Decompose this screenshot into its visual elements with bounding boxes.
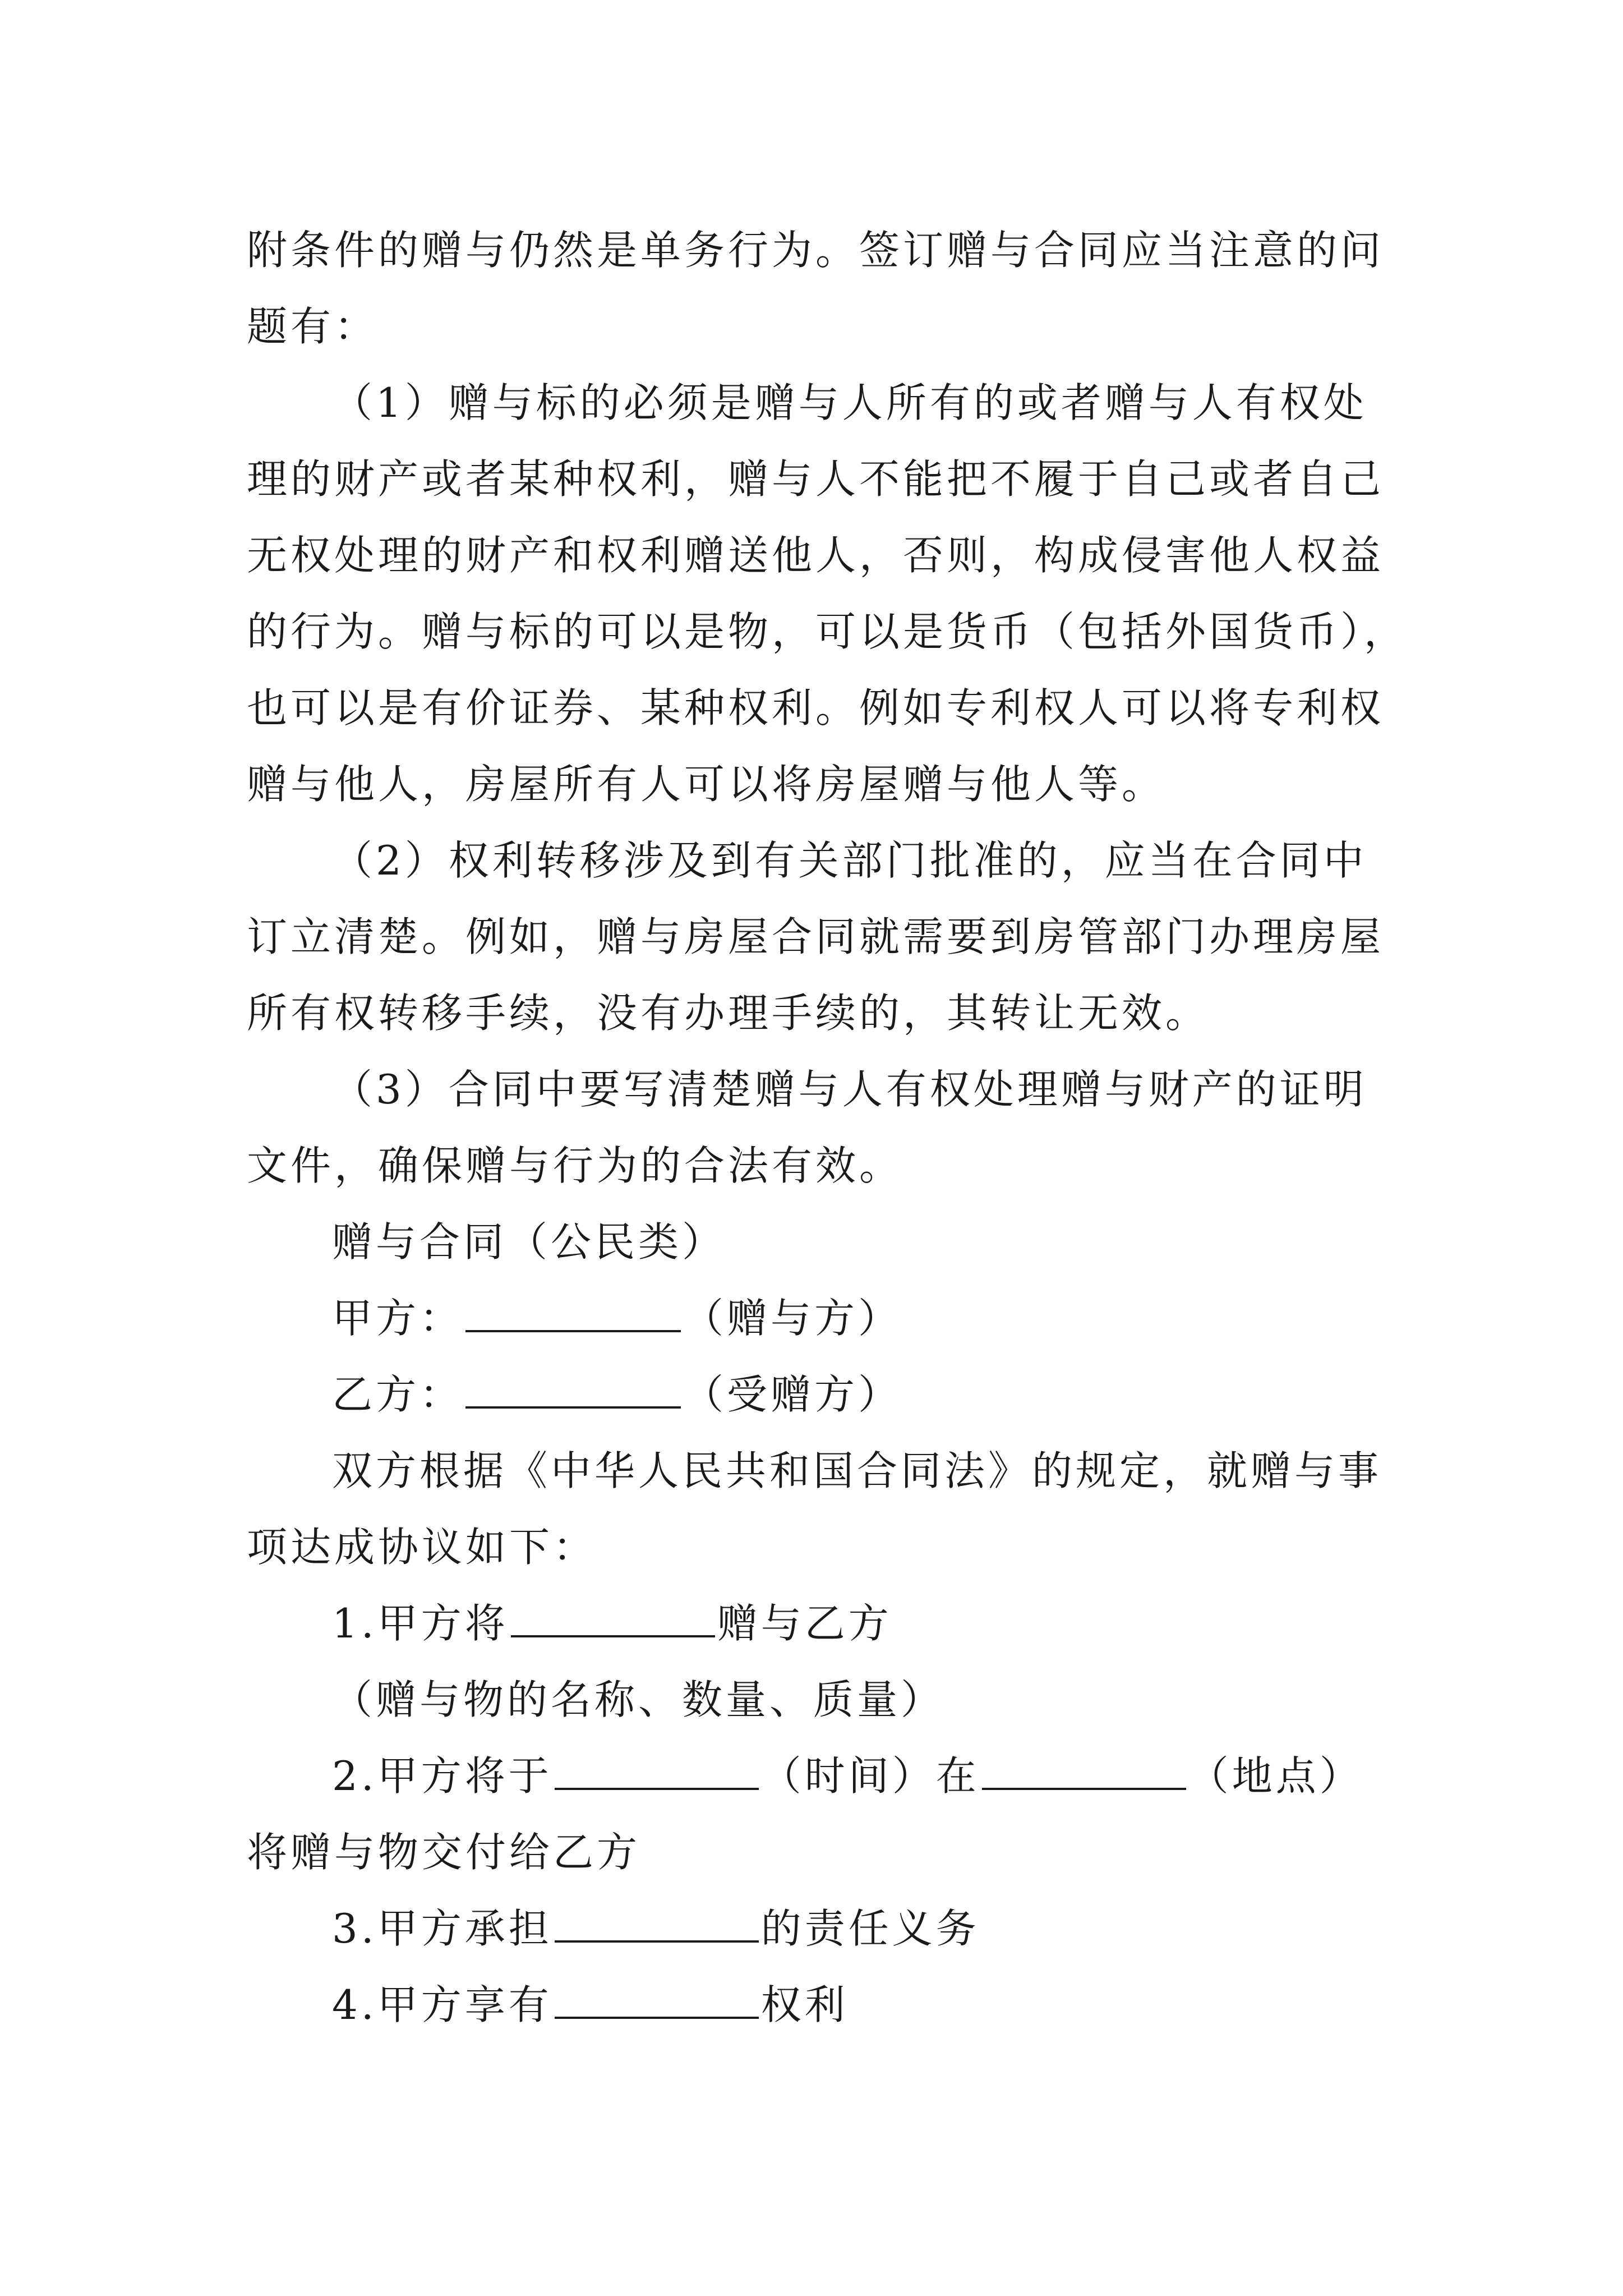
clause-1 — [247, 1585, 1391, 1662]
text-line: 订立清楚。例如，赠与房屋合同就需要到房管部门办理房屋 — [247, 913, 1385, 960]
clause-2-mid: （时间）在 — [760, 1752, 980, 1800]
text-line: 也可以是有价证券、某种权利。例如专利权人可以将专利权 — [247, 684, 1385, 731]
text-line: 所有权转移手续，没有办理手续的，其转让无效。 — [247, 990, 1210, 1037]
clause-2-suffix: （地点） — [1188, 1752, 1363, 1800]
text-line: 附条件的赠与仍然是单务行为。签订赠与合同应当注意的问 — [247, 227, 1385, 274]
party-a-label: 甲方： — [332, 1295, 464, 1342]
clause-4-suffix: 权利 — [760, 1981, 849, 2028]
clause-4 — [247, 1967, 1391, 2043]
text-line: 赠与他人，房屋所有人可以将房屋赠与他人等。 — [247, 761, 1166, 808]
text-line: 题有： — [247, 303, 379, 350]
party-a-role: （赠与方） — [683, 1295, 902, 1342]
text-line: （2）权利转移涉及到有关部门批准的，应当在合同中 — [332, 837, 1367, 884]
clause-4-blank — [555, 1983, 759, 2019]
basis-line: 项达成协议如下： — [247, 1524, 597, 1571]
clause-3-suffix: 的责任义务 — [760, 1905, 980, 1952]
party-a-line — [247, 1280, 1391, 1356]
text-line: 文件，确保赠与行为的合法有效。 — [247, 1142, 903, 1189]
party-b-label: 乙方： — [332, 1371, 464, 1418]
text-line: 理的财产或者某种权利，赠与人不能把不履于自己或者自己 — [247, 455, 1385, 503]
clause-2-time-blank — [555, 1754, 759, 1790]
party-b-role: （受赠方） — [683, 1371, 902, 1418]
party-a-blank — [465, 1296, 681, 1332]
text-line: （3）合同中要写清楚赠与人有权处理赠与财产的证明 — [332, 1066, 1367, 1113]
clause-1-note: （赠与物的名称、数量、质量） — [332, 1676, 945, 1723]
text-line: 无权处理的财产和权利赠送他人，否则，构成侵害他人权益 — [247, 532, 1385, 579]
clause-1-suffix: 赠与乙方 — [717, 1600, 892, 1647]
clause-2 — [247, 1738, 1391, 1814]
contract-title: 赠与合同（公民类） — [332, 1218, 726, 1266]
document-body — [247, 212, 1408, 2043]
clause-4-prefix: 4.甲方享有 — [332, 1981, 552, 2028]
clause-3-prefix: 3.甲方承担 — [332, 1905, 552, 1952]
clause-2-place-blank — [982, 1754, 1186, 1790]
text-line: （1）赠与标的必须是赠与人所有的或者赠与人有权处 — [332, 379, 1367, 426]
basis-line: 双方根据《中华人民共和国合同法》的规定，就赠与事 — [332, 1447, 1382, 1494]
clause-3-blank — [555, 1907, 759, 1943]
party-b-blank — [465, 1373, 681, 1409]
clause-1-prefix: 1.甲方将 — [332, 1600, 509, 1647]
clause-1-blank — [511, 1602, 715, 1637]
text-line: 的行为。赠与标的可以是物，可以是货币（包括外国货币）， — [247, 608, 1408, 655]
party-b-line — [247, 1356, 1391, 1433]
clause-3 — [247, 1890, 1391, 1967]
clause-2-prefix: 2.甲方将于 — [332, 1752, 552, 1800]
clause-2-cont: 将赠与物交付给乙方 — [247, 1829, 641, 1876]
